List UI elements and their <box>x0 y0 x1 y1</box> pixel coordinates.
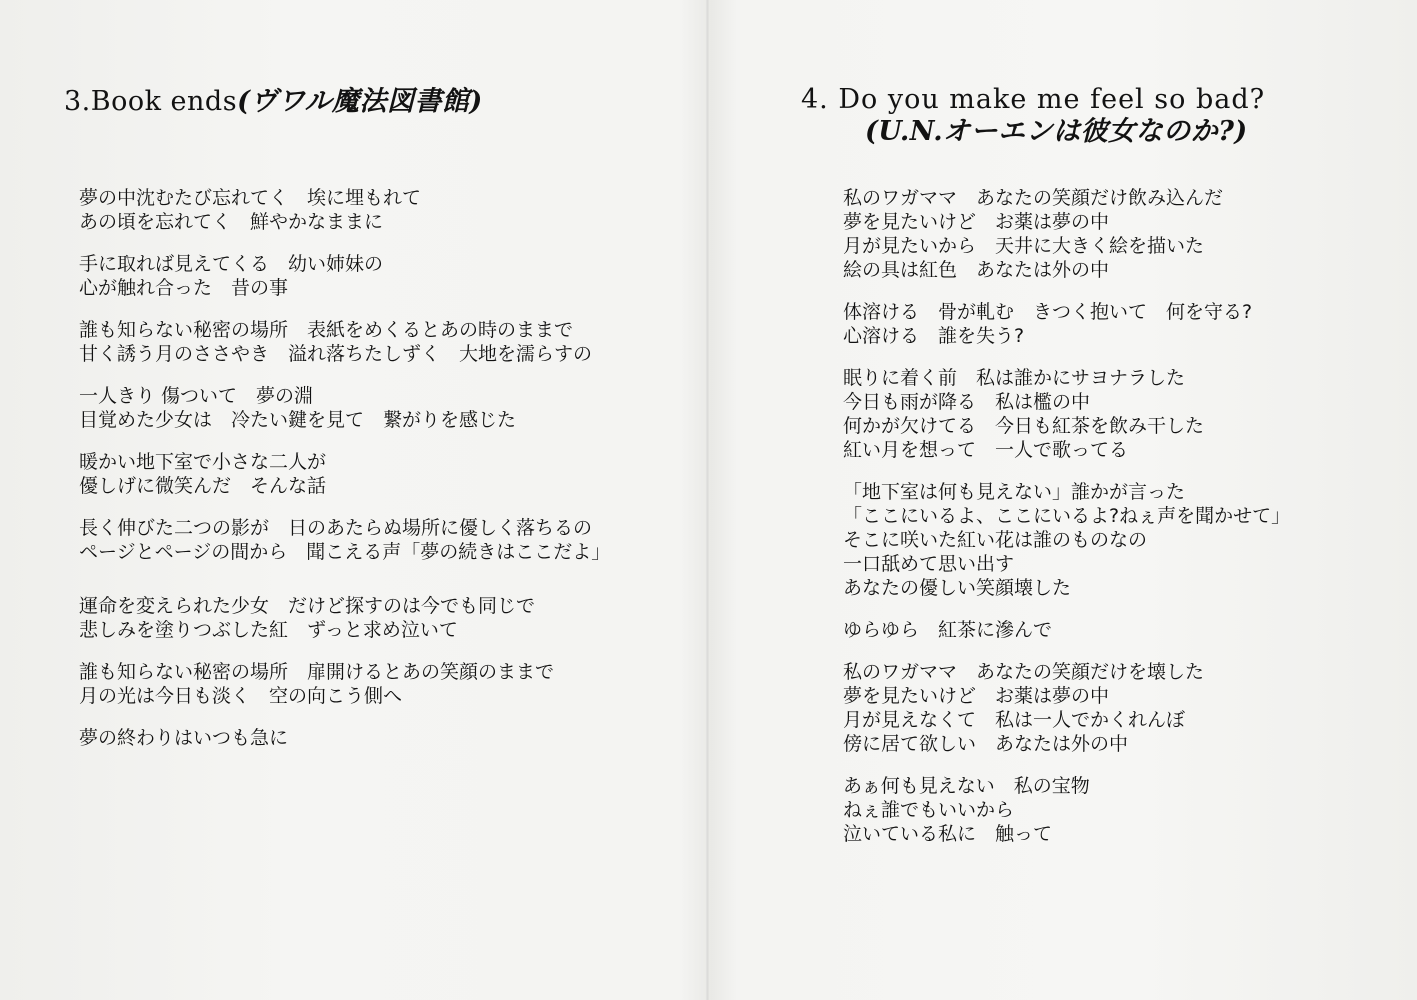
left-lyrics <box>79 186 610 768</box>
lyric-line: ページとページの間から 聞こえる声「夢の続きはここだよ」 <box>79 541 611 563</box>
lyric-stanza <box>843 660 1290 756</box>
lyric-line: あの頃を忘れてく 鮮やかなままに <box>79 211 384 233</box>
lyric-line: 甘く誘う月のささやき 溢れ落ちたしずく 大地を濡らすの <box>79 343 593 365</box>
lyric-line: 優しげに微笑んだ そんな話 <box>79 475 327 497</box>
lyric-line: 心溶ける 誰を失う? <box>843 325 1025 347</box>
lyric-line: そこに咲いた紅い花は誰のものなの <box>843 529 1148 551</box>
lyric-stanza <box>79 594 610 642</box>
lyric-line: 目覚めた少女は 冷たい鍵を見て 繋がりを感じた <box>79 409 517 431</box>
lyric-stanza <box>843 300 1290 348</box>
lyric-line: 私のワガママ あなたの笑顔だけ飲み込んだ <box>843 187 1224 209</box>
lyric-line: 悲しみを塗りつぶした紅 ずっと求め泣いて <box>79 619 458 641</box>
right-page <box>709 0 1417 1000</box>
lyric-line: 今日も雨が降る 私は檻の中 <box>843 391 1091 413</box>
lyric-line: 運命を変えられた少女 だけど探すのは今でも同じで <box>79 595 536 617</box>
lyric-line: 月が見えなくて 私は一人でかくれんぼ <box>843 709 1186 731</box>
lyric-stanza <box>79 660 610 708</box>
lyric-line: 夢の終わりはいつも急に <box>79 727 289 749</box>
right-song-title: 4. Do you make me feel so bad? <box>801 84 1266 115</box>
lyric-line: 一人きり 傷ついて 夢の淵 <box>79 385 314 407</box>
lyric-line: 傍に居て欲しい あなたは外の中 <box>843 733 1129 755</box>
right-lyrics <box>843 186 1290 864</box>
right-song-subtitle: (U.N.オーエンは彼女なのか?) <box>865 116 1248 147</box>
lyric-line: 誰も知らない秘密の場所 扉開けるとあの笑顔のままで <box>79 661 555 683</box>
lyric-line: 月が見たいから 天井に大きく絵を描いた <box>843 235 1205 257</box>
lyric-line: 「地下室は何も見えない」誰かが言った <box>843 481 1186 503</box>
lyric-line: 手に取れば見えてくる 幼い姉妹の <box>79 253 384 275</box>
lyric-line: 夢を見たいけど お薬は夢の中 <box>843 685 1110 707</box>
lyric-line: 私のワガママ あなたの笑顔だけを壊した <box>843 661 1205 683</box>
lyric-line: 一口舐めて思い出す <box>843 553 1015 575</box>
lyric-line: あぁ何も見えない 私の宝物 <box>843 775 1090 797</box>
left-title-number: 3.Book ends <box>64 86 238 117</box>
lyric-stanza <box>79 318 610 366</box>
lyric-line: 体溶ける 骨が軋む きつく抱いて 何を守る? <box>843 301 1253 323</box>
lyric-line: 月の光は今日も淡く 空の向こう側へ <box>79 685 403 707</box>
lyric-line: 夢を見たいけど お薬は夢の中 <box>843 211 1110 233</box>
lyric-stanza <box>79 450 610 498</box>
lyric-stanza <box>79 186 610 234</box>
lyric-line: 泣いている私に 触って <box>843 823 1053 845</box>
lyric-line: 夢の中沈むたび忘れてく 埃に埋もれて <box>79 187 422 209</box>
lyric-line: 眠りに着く前 私は誰かにサヨナラした <box>843 367 1186 389</box>
lyric-stanza <box>843 366 1290 462</box>
lyric-line: あなたの優しい笑顔壊した <box>843 577 1072 599</box>
lyric-stanza <box>843 186 1290 282</box>
left-page <box>0 0 706 1000</box>
lyric-line: 絵の具は紅色 あなたは外の中 <box>843 259 1110 281</box>
lyric-stanza <box>79 726 610 750</box>
left-title-japanese: (ヴワル魔法図書館) <box>237 86 483 117</box>
lyric-stanza <box>843 618 1290 642</box>
lyric-stanza <box>79 252 610 300</box>
lyric-line: 暖かい地下室で小さな二人が <box>79 451 327 473</box>
lyric-line: 心が触れ合った 昔の事 <box>79 277 289 299</box>
lyric-line: 紅い月を想って 一人で歌ってる <box>843 439 1129 461</box>
lyric-stanza <box>79 516 610 564</box>
lyric-line: 誰も知らない秘密の場所 表紙をめくるとあの時のままで <box>79 319 574 341</box>
lyric-stanza <box>843 774 1290 846</box>
lyric-line: 何かが欠けてる 今日も紅茶を飲み干した <box>843 415 1205 437</box>
lyric-line: ねぇ誰でもいいから <box>843 799 1015 821</box>
left-song-title <box>64 86 483 118</box>
lyric-line: ゆらゆら 紅茶に滲んで <box>843 619 1053 641</box>
lyric-line: 長く伸びた二つの影が 日のあたらぬ場所に優しく落ちるの <box>79 517 593 539</box>
lyric-line: 「ここにいるよ、ここにいるよ?ねぇ声を聞かせて」 <box>843 505 1291 527</box>
lyric-stanza <box>79 384 610 432</box>
lyric-stanza <box>843 480 1290 600</box>
